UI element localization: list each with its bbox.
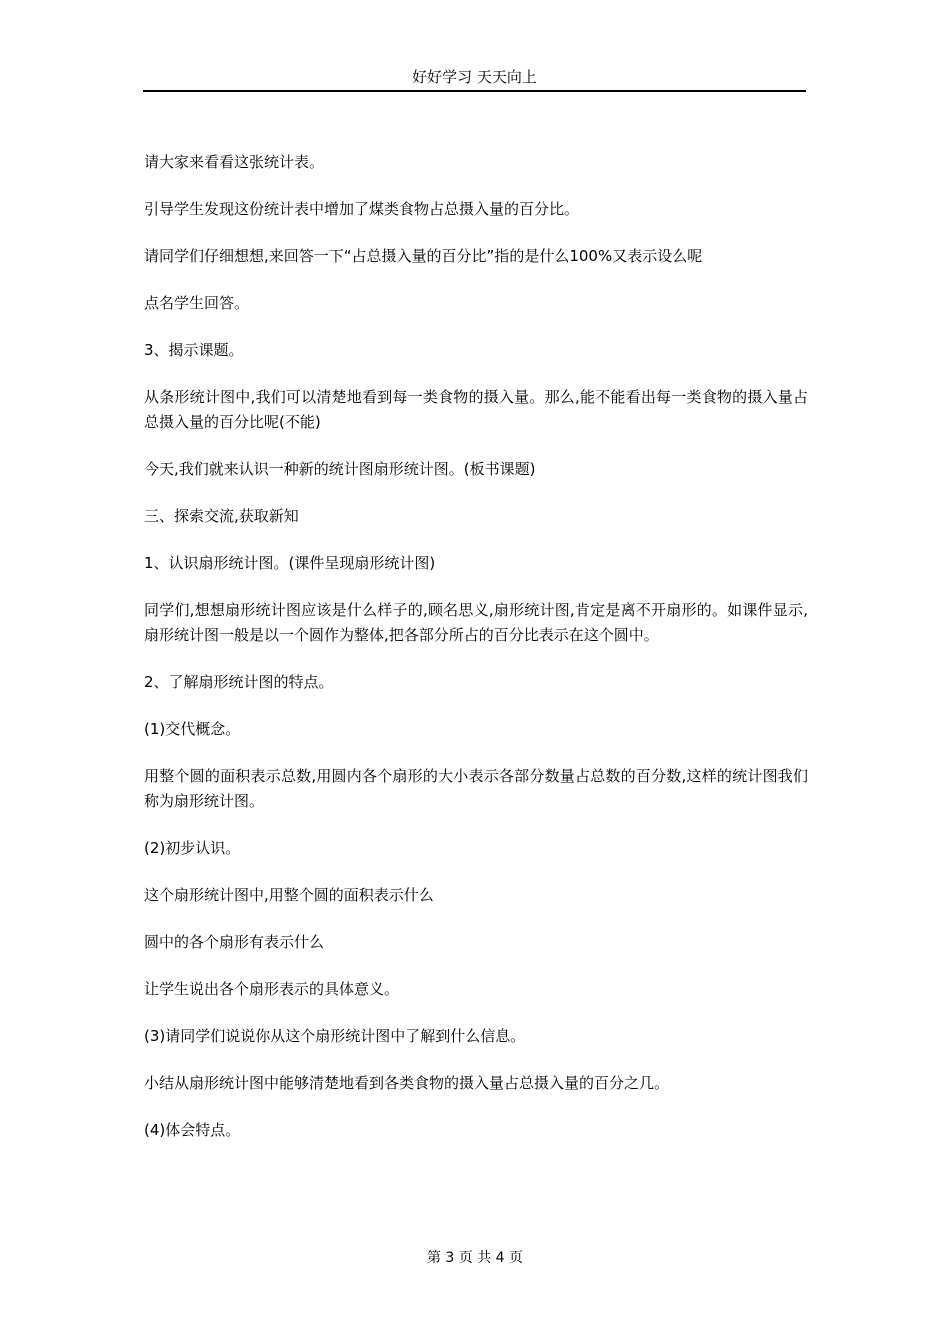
paragraph: 让学生说出各个扇形表示的具体意义。 — [144, 980, 400, 998]
paragraph: 请同学们仔细想想,来回答一下“占总摄入量的百分比”指的是什么100%又表示设么呢 — [144, 247, 703, 265]
subsection-heading: (4)体会特点。 — [144, 1121, 241, 1139]
paragraph: 小结从扇形统计图中能够清楚地看到各类食物的摄入量占总摄入量的百分之几。 — [144, 1074, 670, 1092]
paragraph: 同学们,想想扇形统计图应该是什么样子的,顾名思义,扇形统计图,肯定是离不开扇形的。如课件显示,扇形统计图一般是以一个圆作为整体,把各部分所占的百分比表示在这个圆中。 — [144, 601, 808, 644]
page-header: 好好学习 天天向上 — [143, 66, 806, 92]
page-footer: 第 3 页 共 4 页 — [426, 1250, 524, 1266]
paragraph: 圆中的各个扇形有表示什么 — [144, 933, 325, 951]
paragraph: 引导学生发现这份统计表中增加了煤类食物占总摄入量的百分比。 — [144, 200, 580, 218]
paragraph: 这个扇形统计图中,用整个圆的面积表示什么 — [144, 886, 434, 904]
subsection-heading: (3)请同学们说说你从这个扇形统计图中了解到什么信息。 — [144, 1027, 526, 1045]
subsection-heading: (1)交代概念。 — [144, 720, 241, 738]
section-heading: 三、探索交流,获取新知 — [144, 507, 299, 525]
section-heading: 3、揭示课题。 — [144, 341, 244, 359]
paragraph: 从条形统计图中,我们可以清楚地看到每一类食物的摄入量。那么,能不能看出每一类食物的摄入量占总摄入量的百分比呢(不能) — [144, 388, 808, 431]
section-heading: 2、了解扇形统计图的特点。 — [144, 673, 334, 691]
subsection-heading: (2)初步认识。 — [144, 839, 241, 857]
paragraph: 点名学生回答。 — [144, 294, 250, 312]
paragraph: 用整个圆的面积表示总数,用圆内各个扇形的大小表示各部分数量占总数的百分数,这样的统计图我们称为扇形统计图。 — [144, 767, 808, 810]
document-body — [144, 150, 808, 1165]
section-heading: 1、认识扇形统计图。(课件呈现扇形统计图) — [144, 554, 436, 572]
paragraph: 请大家来看看这张统计表。 — [144, 153, 325, 171]
paragraph: 今天,我们就来认识一种新的统计图扇形统计图。(板书课题) — [144, 460, 536, 478]
